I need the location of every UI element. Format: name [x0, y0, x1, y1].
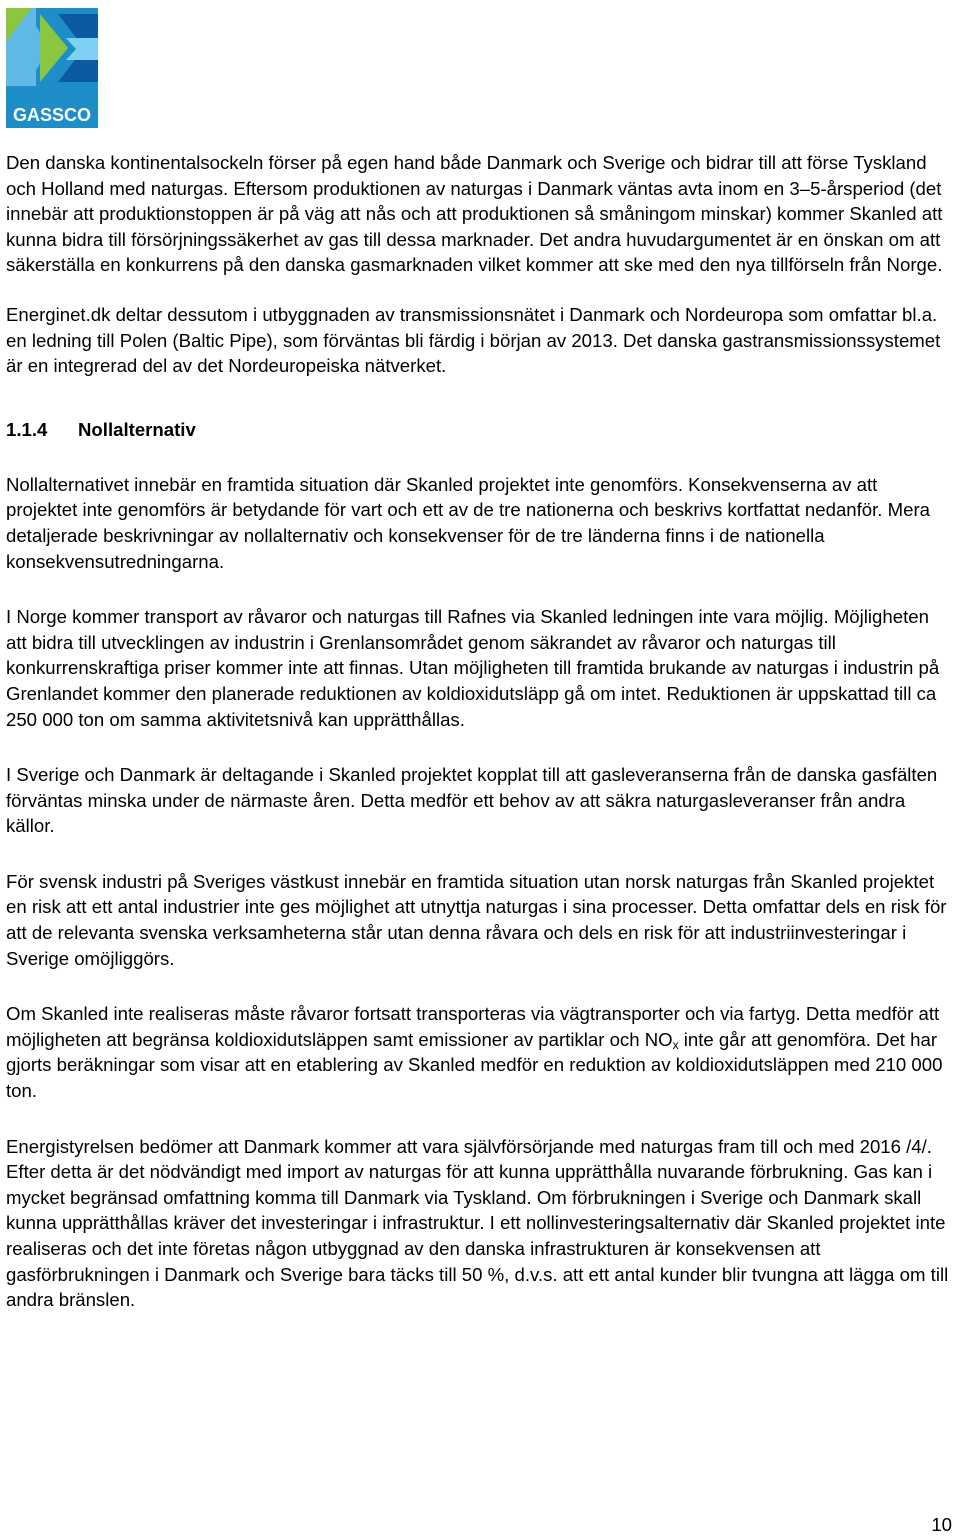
- paragraph: I Sverige och Danmark är deltagande i Skanled projektet kopplat till att gasleveranserna från de danska gasfälten förväntas minska under de närmaste åren. Detta medför ett behov av att säkra naturgasleveranser från andra källor.: [6, 764, 938, 837]
- text-run: Om Skanled inte realiseras måste råvaror fortsatt transporteras via vägtransporter och via fartyg. Detta medför att möjligheten att begränsa koldioxidutsläppen samt emissioner av partiklar och NO: [6, 1003, 940, 1050]
- logo-text: GASSCO: [12, 105, 92, 125]
- text-run: inte går att genomföra. Det har gjorts beräkningar som visar att en etablering av Skanled medför en reduktion av koldioxidutsläppen med 210 000 ton.: [6, 1028, 943, 1102]
- document-body: [6, 150, 950, 1313]
- paragraph: Den danska kontinentalsockeln förser på egen hand både Danmark och Sverige och bidrar till att förse Tyskland och Holland med naturgas. Eftersom produktionen av naturgas i Danmark väntas avta inom en 3–5-årsperiod (det innebär att produktionstoppen är på väg att nås och att produktionen så småningom minskar) kommer Skanled att kunna bidra till försörjningssäkerhet av gas till dessa marknader. Det andra huvudargumentet är en önskan om att säkerställa en konkurrens på den danska gasmarknaden vilket kommer att ske med den nya tillförseln från Norge.: [6, 152, 943, 276]
- paragraph: I Norge kommer transport av råvaror och naturgas till Rafnes via Skanled ledningen inte vara möjlig. Möjligheten att bidra till utvecklingen av industrin i Grenlansområdet genom säkrandet av råvaror och naturgas till konkurrenskraftiga priser kommer inte att finnas. Utan möjligheten till framtida brukande av naturgas i industrin på Grenlandet kommer den planerade reduktionen av koldioxidutsläpp gå om intet. Reduktionen är uppskattad till ca 250 000 ton om samma aktivitetsnivå kan upprätthållas.: [6, 606, 940, 730]
- paragraph-nox: [6, 1001, 950, 1103]
- section-heading: [6, 417, 950, 442]
- page-number: 10: [931, 1514, 952, 1535]
- gassco-logo: [6, 8, 98, 128]
- section-title: Nollalternativ: [78, 418, 196, 440]
- subscript: x: [672, 1037, 679, 1052]
- section-number: 1.1.4: [6, 418, 48, 440]
- paragraph: Nollalternativet innebär en framtida situation där Skanled projektet inte genomförs. Konsekvenserna av att projektet inte genomförs är betydande för vart och ett av de tre nationerna och beskrivs kortfattat nedanför. Mera detaljerade beskrivningar av nollalternativ och konsekvenser för de tre länderna finns i de nationella konsekvensutredningarna.: [6, 473, 931, 572]
- paragraph: För svensk industri på Sveriges västkust innebär en framtida situation utan norsk naturgas från Skanled projektet en risk att ett antal industrier inte ges möjlighet att utnyttja naturgas i sina processer. Detta omfattar dels en risk för att de relevanta svenska verksamheterna står utan denna råvara och dels en risk för att industriinvesteringar i Sverige omöjliggörs.: [6, 870, 947, 969]
- paragraph: Energistyrelsen bedömer att Danmark kommer att vara självförsörjande med naturgas fram till och med 2016 /4/. Efter detta är det nödvändigt med import av naturgas för att kunna upprätthålla nuvarande förbrukning. Gas kan i mycket begränsad omfattning komma till Danmark via Tyskland. Om förbrukningen i Sverige och Danmark skall kunna upprätthållas kräver det investeringar i infrastruktur. I ett nollinvesteringsalternativ där Skanled projektet inte realiseras och det inte företas någon utbyggnad av den danska infrastrukturen är konsekvensen att gasförbrukningen i Danmark och Sverige bara täcks till 50 %, d.v.s. att ett antal kunder blir tvungna att lägga om till andra bränslen.: [6, 1135, 949, 1311]
- paragraph: Energinet.dk deltar dessutom i utbyggnaden av transmissionsnätet i Danmark och Nordeuropa som omfattar bl.a. en ledning till Polen (Baltic Pipe), som förväntas bli färdig i början av 2013. Det danska gastransmissionssystemet är en integrerad del av det Nordeuropeiska nätverket.: [6, 303, 941, 377]
